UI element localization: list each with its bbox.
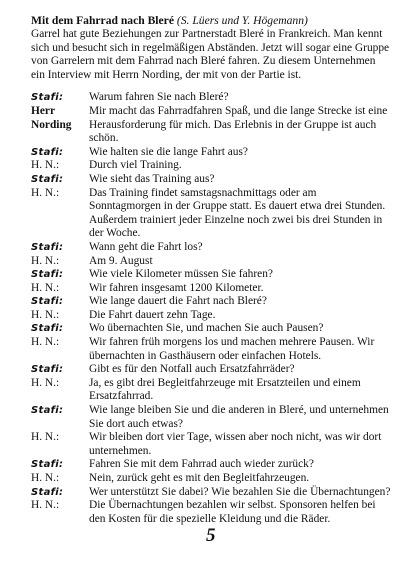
interviewee-speaker-label: H. N.: bbox=[31, 308, 60, 321]
answer-text: Wir fahren früh morgens los und machen mehrere Pausen. Wir übernachten in Gasthäusern oder einfachen Hotels. bbox=[89, 336, 375, 362]
question-text: Wo übernachten Sie, und machen Sie auch Pausen? bbox=[89, 322, 324, 335]
answer-text: Die Übernachtungen bezahlen wir selbst. Sponsoren helfen bei den Kosten für die spezielle Kleidung und die Räder. bbox=[89, 499, 376, 525]
answer-text: Die Fahrt dauert zehn Tage. bbox=[89, 308, 216, 321]
stafi-speaker-label: Stafi: bbox=[31, 146, 64, 158]
answer-text: Nein, zurück geht es mit den Begleitfahrzeugen. bbox=[89, 472, 310, 484]
stafi-speaker-label: Stafi: bbox=[31, 173, 64, 185]
interview-row bbox=[31, 268, 391, 282]
interviewee-speaker-label: H. N.: bbox=[31, 281, 60, 294]
answer-text: Wir bleiben dort vier Tage, wissen aber noch nicht, was wir dort unternehmen. bbox=[89, 431, 382, 457]
interview-row bbox=[31, 336, 391, 363]
answer-text: Ja, es gibt drei Begleitfahrzeuge mit Ersatzteilen und einem Ersatzfahrrad. bbox=[89, 376, 361, 403]
question-text: Wie viele Kilometer müssen Sie fahren? bbox=[89, 268, 273, 281]
answer-text: Am 9. August bbox=[89, 254, 153, 267]
interviewee-speaker-label: H. N.: bbox=[31, 336, 60, 349]
interviewee-speaker-label: H. N.: bbox=[31, 159, 60, 172]
interview-row bbox=[31, 309, 391, 323]
interview-row bbox=[31, 499, 391, 526]
interview-row bbox=[31, 187, 391, 241]
stafi-speaker-label: Stafi: bbox=[31, 486, 64, 498]
interview-list bbox=[31, 91, 391, 526]
interview-row bbox=[31, 173, 391, 187]
stafi-speaker-label: Stafi: bbox=[31, 296, 64, 308]
interviewee-speaker-label: Herr Nording bbox=[31, 104, 72, 131]
interview-row bbox=[31, 146, 391, 160]
question-text: Wie lange dauert die Fahrt nach Bleré? bbox=[89, 295, 267, 308]
page-number: 5 bbox=[206, 525, 216, 546]
stafi-speaker-label: Stafi: bbox=[31, 269, 64, 281]
interviewee-speaker-label: H. N.: bbox=[31, 472, 60, 484]
question-text: Wie halten sie die lange Fahrt aus? bbox=[89, 145, 248, 158]
interview-row bbox=[31, 105, 391, 146]
interview-row bbox=[31, 431, 391, 458]
interview-row bbox=[31, 363, 391, 377]
question-text: Gibt es für den Notfall auch Ersatzfahrräder? bbox=[89, 363, 295, 376]
article-title: Mit dem Fahrrad nach Bleré bbox=[31, 14, 174, 27]
stafi-speaker-label: Stafi: bbox=[31, 364, 64, 376]
interviewee-speaker-label: H. N.: bbox=[31, 254, 60, 267]
article-authors: (S. Lüers und Y. Högemann) bbox=[176, 14, 308, 27]
article-heading bbox=[31, 13, 391, 28]
question-text: Wie lange bleiben Sie und die anderen in Bleré, und unternehmen Sie dort auch etwas? bbox=[89, 404, 389, 430]
interview-row bbox=[31, 322, 391, 336]
stafi-speaker-label: Stafi: bbox=[31, 92, 64, 104]
answer-text: Mir macht das Fahrradfahren Spaß, und die lange Strecke ist eine Herausforderung für mich. Das Erlebnis in der Gruppe ist auch schön. bbox=[89, 104, 388, 145]
question-text: Warum fahren Sie nach Bleré? bbox=[89, 91, 229, 104]
interview-row bbox=[31, 159, 391, 173]
stafi-speaker-label: Stafi: bbox=[31, 241, 64, 253]
interviewee-speaker-label: H. N.: bbox=[31, 376, 60, 389]
question-text: Fahren Sie mit dem Fahrrad auch wieder zurück? bbox=[89, 458, 314, 471]
answer-text: Wir fahren insgesamt 1200 Kilometer. bbox=[89, 281, 264, 294]
interview-row bbox=[31, 458, 391, 472]
interview-row bbox=[31, 472, 391, 486]
question-text: Wie sieht das Training aus? bbox=[89, 172, 215, 185]
interview-row bbox=[31, 295, 391, 309]
interview-row bbox=[31, 91, 391, 105]
answer-text: Das Training findet samstagsnachmittags oder am Sonntagmorgen in der Gruppe statt. Es dauert etwa drei Stunden. Außerdem trainiert jeder Einzelne noch zwei bis drei Stunden in der Woche. bbox=[89, 186, 386, 240]
question-text: Wer unterstützt Sie dabei? Wie bezahlen Sie die Übernachtungen? bbox=[89, 485, 391, 498]
intro-paragraph: Garrel hat gute Beziehungen zur Partnerstadt Bleré in Frankreich. Man kennt sich und besucht sich in regelmäßigen Abständen. Jetzt will sogar eine Gruppe von Garrelern mit dem Fahrrad nach Bleré fahren. Zu diesem Unternehmen ein Interview mit Herrn Nording, der mit von der Partie ist. bbox=[31, 28, 390, 81]
interview-row bbox=[31, 377, 391, 404]
interviewee-speaker-label: H. N.: bbox=[31, 499, 60, 512]
interview-row bbox=[31, 282, 391, 296]
interview-row bbox=[31, 404, 391, 431]
interview-row bbox=[31, 486, 391, 500]
answer-text: Durch viel Training. bbox=[89, 159, 182, 172]
interview-row bbox=[31, 255, 391, 269]
question-text: Wann geht die Fahrt los? bbox=[89, 240, 203, 253]
interviewee-speaker-label: H. N.: bbox=[31, 186, 60, 199]
stafi-speaker-label: Stafi: bbox=[31, 323, 64, 335]
interview-row bbox=[31, 241, 391, 255]
interviewee-speaker-label: H. N.: bbox=[31, 431, 60, 444]
stafi-speaker-label: Stafi: bbox=[31, 459, 64, 471]
stafi-speaker-label: Stafi: bbox=[31, 405, 64, 417]
